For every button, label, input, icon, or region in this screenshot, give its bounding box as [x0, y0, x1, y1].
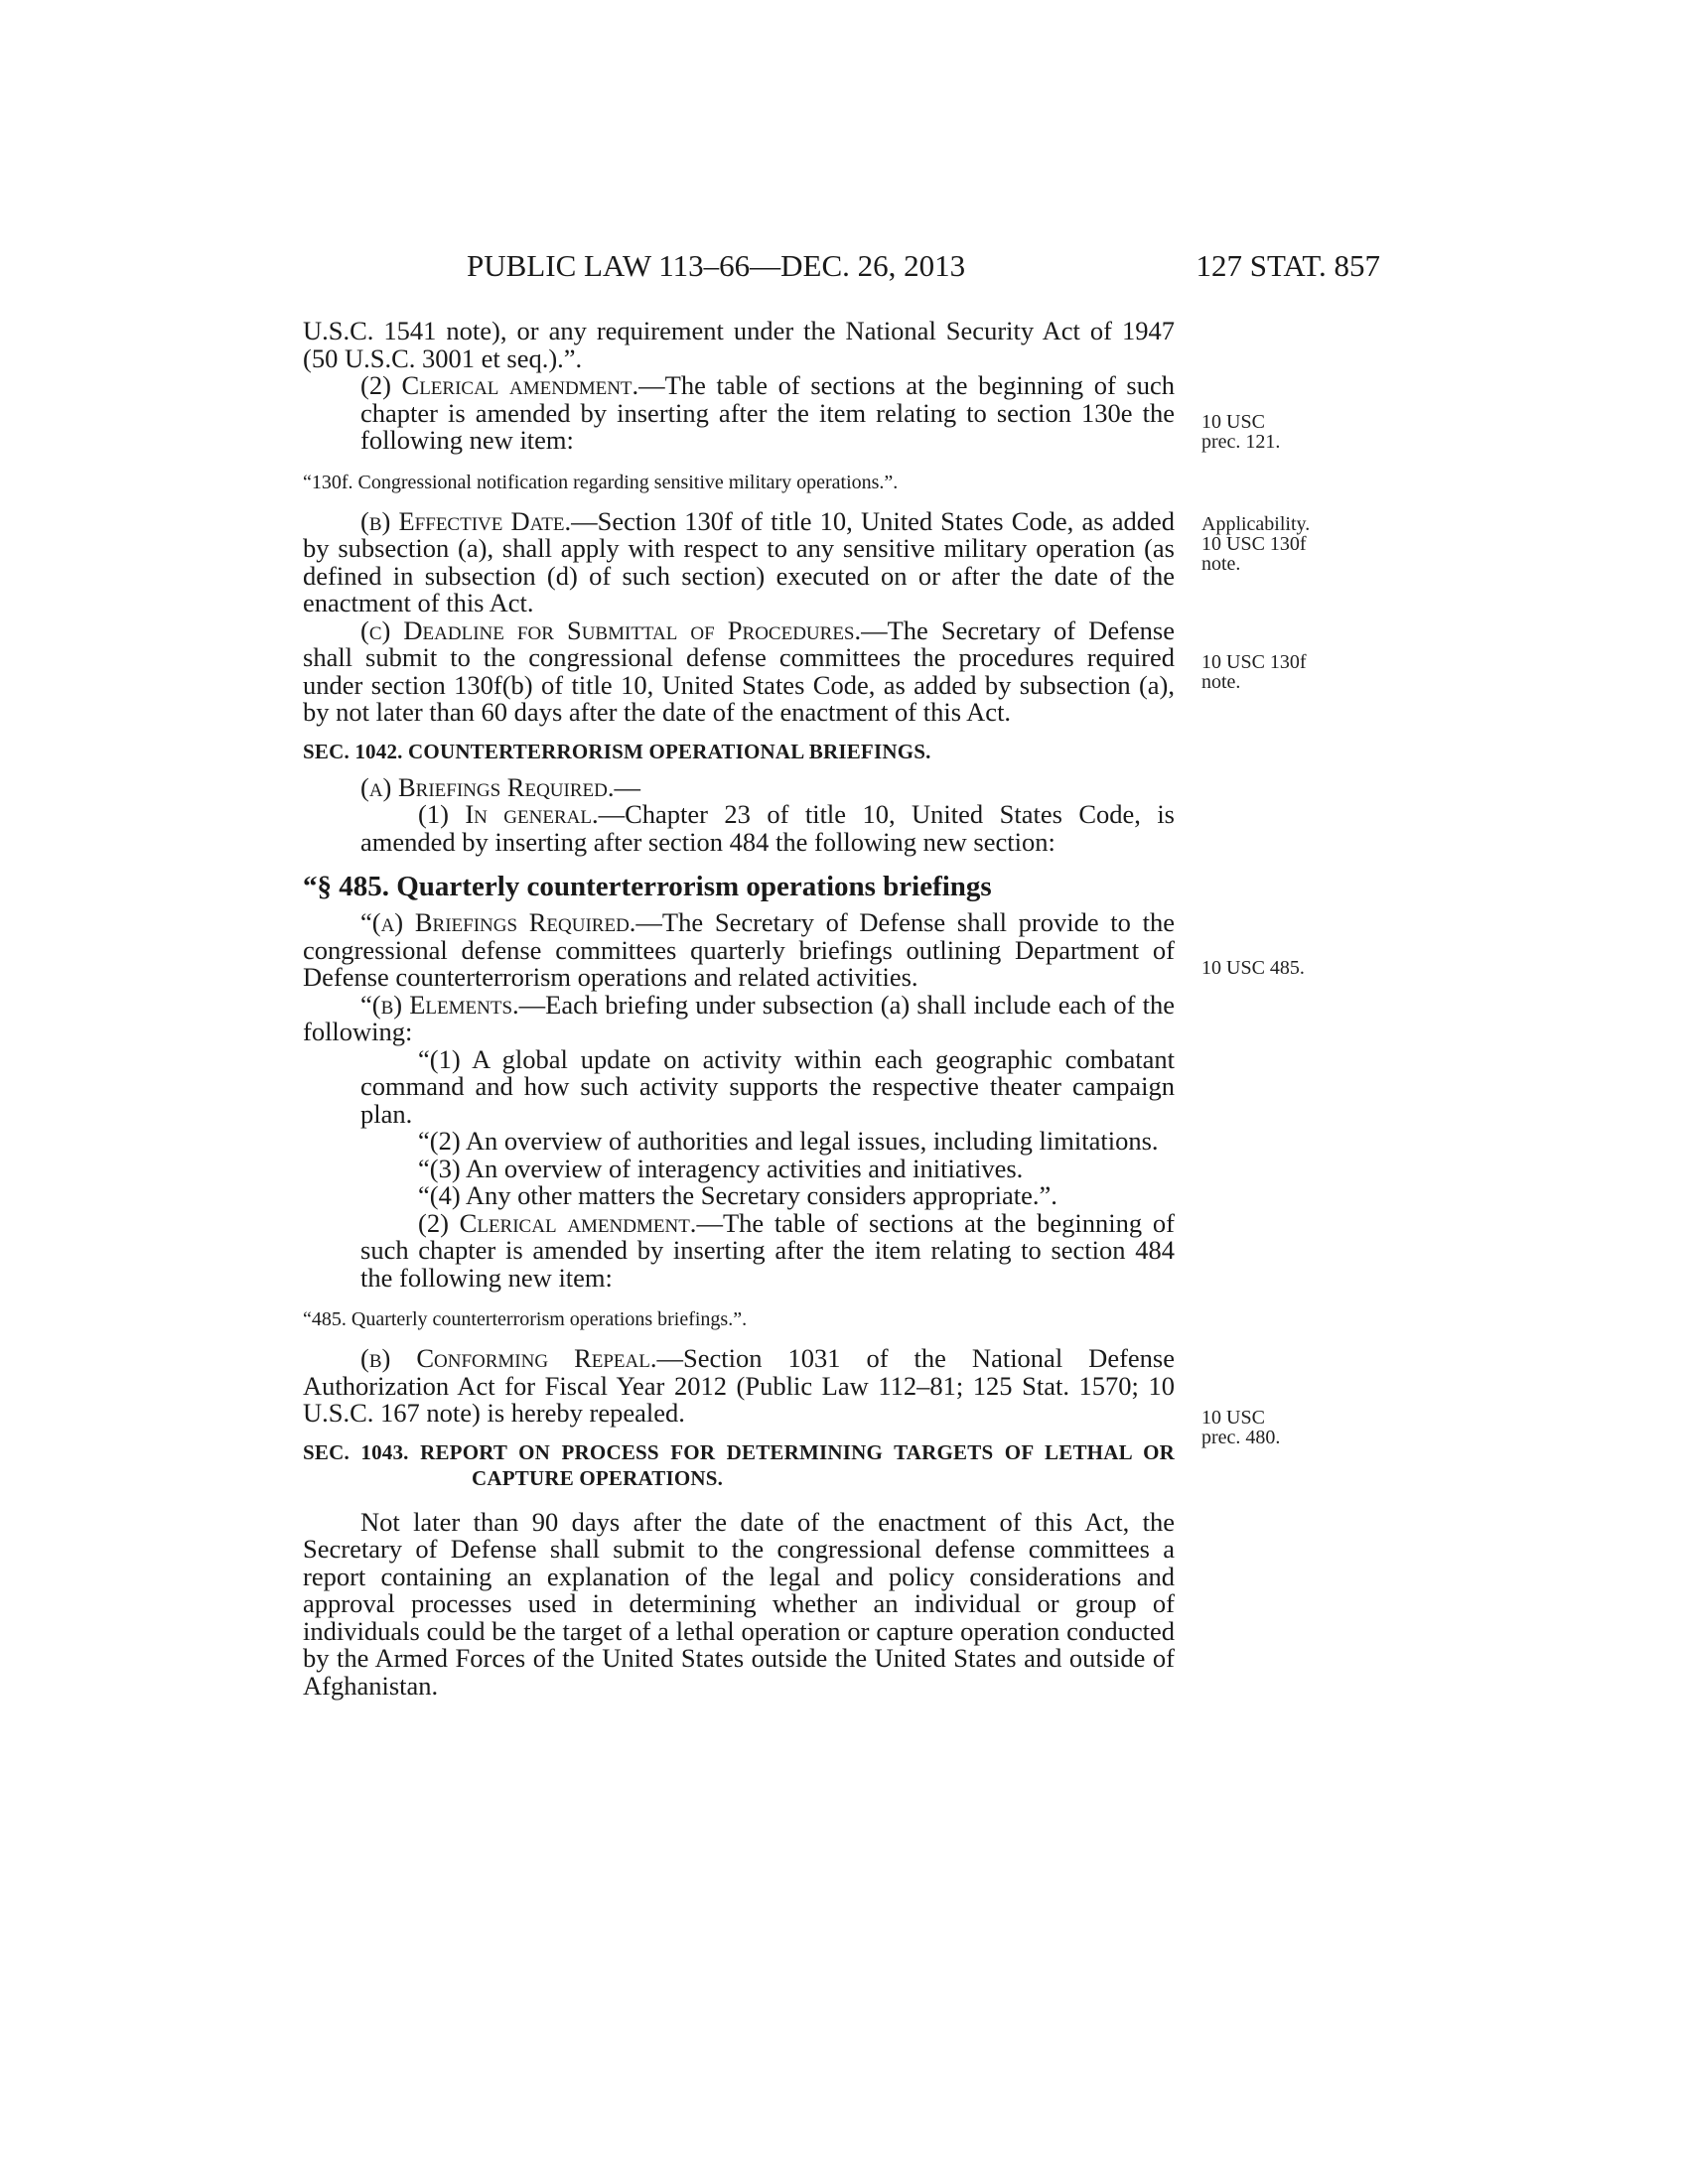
- public-law-title: PUBLIC LAW 113–66—DEC. 26, 2013: [467, 248, 966, 283]
- page-header: [467, 248, 1380, 292]
- paragraph-deadline-procedures: (c) Deadline for Submittal of Procedures.—The Secretary of Defense shall submit to the congressional defense committees the procedures required under section 130f(b) of title 10, United States Code, as added by subsection (a), by not later than 60 days after the date of the enactment of this Act.: [303, 614, 1175, 727]
- paragraph-element-2: “(2) An overview of authorities and legal issues, including limitations.: [418, 1126, 1159, 1156]
- paragraph-element-3: “(3) An overview of interagency activities and initiatives.: [418, 1153, 1024, 1183]
- margin-note-applicability: Applicability. 10 USC 130f note.: [1201, 513, 1311, 575]
- paragraph-element-1: “(1) A global update on activity within each geographic combatant command and how such activity supports the respective theater campaign plan.: [360, 1043, 1175, 1129]
- subsection-heading-485: “§ 485. Quarterly counterterrorism operations briefings: [303, 871, 992, 902]
- paragraph-in-general: (1) In general.—Chapter 23 of title 10, United States Code, is amended by inserting after section 484 the following new section:: [360, 799, 1175, 857]
- paragraph-continuation: U.S.C. 1541 note), or any requirement under the National Security Act of 1947 (50 U.S.C. 3001 et seq.).”.: [303, 316, 1175, 373]
- paragraph-485-briefings-required: “(a) Briefings Required.—The Secretary of Defense shall provide to the congressional defense committees quarterly briefings outlining Department of Defense counterterrorism operations and related activities.: [303, 907, 1175, 992]
- table-item-130f: “130f. Congressional notification regarding sensitive military operations.”.: [303, 471, 899, 493]
- margin-note-prec-480: 10 USC prec. 480.: [1201, 1407, 1281, 1448]
- section-heading-1043: SEC. 1043. REPORT ON PROCESS FOR DETERMINING TARGETS OF LETHAL OR CAPTURE OPERATIONS.: [303, 1439, 1175, 1490]
- table-item-485: “485. Quarterly counterterrorism operations briefings.”.: [303, 1308, 748, 1330]
- margin-note-485: 10 USC 485.: [1201, 957, 1305, 979]
- law-text-body: [303, 318, 1175, 1700]
- paragraph-effective-date: (b) Effective Date.—Section 130f of title 10, United States Code, as added by subsection (a), shall apply with respect to any sensitive military operation (as defined in subsection (d) of such section) executed on or after the date of the enactment of this Act.: [303, 505, 1175, 617]
- section-heading-1042: SEC. 1042. COUNTERTERRORISM OPERATIONAL BRIEFINGS.: [303, 739, 931, 763]
- margin-note-130f: 10 USC 130f note.: [1201, 651, 1307, 693]
- paragraph-conforming-repeal: (b) Conforming Repeal.—Section 1031 of the National Defense Authorization Act for Fiscal Year 2012 (Public Law 112–81; 125 Stat. 1570; 10 U.S.C. 167 note) is hereby repealed.: [303, 1343, 1175, 1428]
- paragraph-485-elements: “(b) Elements.—Each briefing under subsection (a) shall include each of the following:: [303, 989, 1175, 1046]
- stat-page-number: 127 STAT. 857: [1196, 248, 1380, 283]
- paragraph-report-lethal-capture: Not later than 90 days after the date of the enactment of this Act, the Secretary of Defense shall submit to the congressional defense committees a report containing an explanation of the legal and policy considerations and approval processes used in determining whether an individual or group of individuals could be the target of a lethal operation or capture operation conducted by the Armed Forces of the United States outside the United States and outside of Afghanistan.: [303, 1506, 1175, 1701]
- paragraph-briefings-required: (a) Briefings Required.—: [360, 771, 640, 802]
- paragraph-element-4: “(4) Any other matters the Secretary considers appropriate.”.: [418, 1180, 1057, 1210]
- margin-note-prec-121: 10 USC prec. 121.: [1201, 411, 1281, 453]
- paragraph-clerical-amendment-1: (2) Clerical amendment.—The table of sections at the beginning of such chapter is amended by inserting after the item relating to section 130e the following new item:: [360, 370, 1175, 455]
- paragraph-clerical-amendment-2: (2) Clerical amendment.—The table of sections at the beginning of such chapter is amended by inserting after the item relating to section 484 the following new item:: [360, 1207, 1175, 1293]
